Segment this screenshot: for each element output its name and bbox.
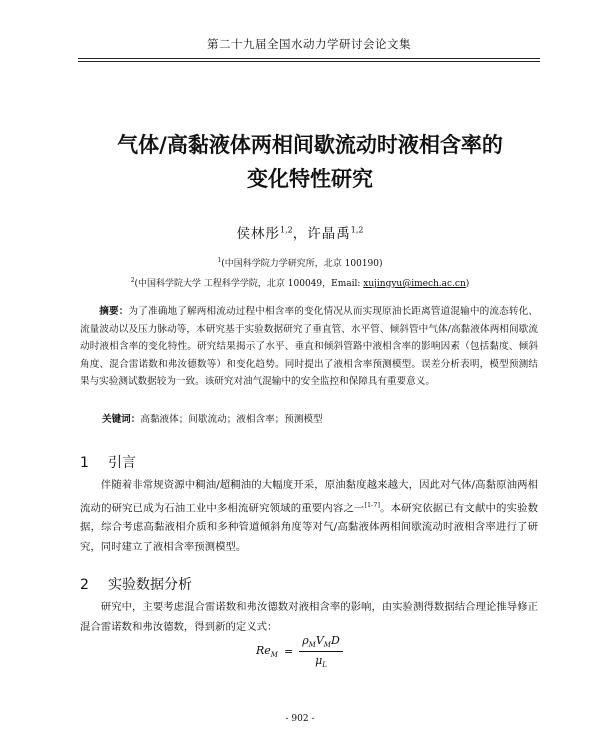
affiliation-1 [0, 256, 600, 269]
running-header: 第二十九届全国水动力学研讨会论文集 [207, 37, 411, 51]
section-1-text: 伴随着非常规资源中稠油/超稠油的大幅度开采，原油黏度越来越大，因此对气体/高黏原油两相流动的研究已成为石油工业中多相流研究领域的重要内容之一 [80, 479, 538, 514]
equation-equals: = [283, 645, 294, 659]
section-1-heading [80, 452, 136, 472]
author-list [0, 222, 600, 242]
affiliation-2-text: (中国科学院大学 工程科学学院，北京 100049，Email: [134, 279, 364, 289]
affiliation-2-mark: 2 [130, 277, 135, 284]
affiliation-2-tail: ) [465, 279, 470, 289]
abstract-text: 为了准确地了解两相流动过程中相含率的变化情况从而实现原油长距离管道混输中的流态转化、流量波动以及压力脉动等，本研究基于实验数据研究了垂直管、水平管、倾斜管中气体/高黏液体两相间歇流动时液相含率的变化特性。研究结果揭示了水平、垂直和倾斜管路中液相含率的影响因素（包括黏度、倾斜角度、混合雷诺数和弗汝德数等）和变化趋势。同时提出了液相含率预测模型。误差分析表明，模型预测结果与实验测试数据较为一致。该研究对油气混输中的安全监控和保障具有重要意义。 [80, 306, 538, 387]
keywords [102, 411, 538, 428]
section-2-heading [80, 574, 192, 594]
author-1: 侯林彤 [236, 226, 281, 242]
author-email-link[interactable]: xujingyu@imech.ac.cn [363, 279, 466, 289]
header-rule [78, 58, 540, 62]
section-1-title: 引言 [108, 455, 136, 471]
affiliation-1-text: (中国科学院力学研究所，北京 100190) [221, 259, 383, 269]
title-line-2: 变化特性研究 [247, 167, 373, 191]
abstract-label: 摘要： [99, 306, 129, 317]
equation-denominator: $\mu_L$ [315, 654, 327, 670]
section-1-paragraph [80, 476, 538, 557]
equation-lhs: $Re_M$ [256, 644, 278, 660]
author-2: 许晶禹 [307, 226, 351, 242]
equation-fraction [299, 634, 343, 669]
page-number: - 902 - [285, 714, 315, 724]
author-separator: ， [292, 226, 308, 242]
affiliation-1-mark: 1 [217, 257, 222, 264]
section-1-number: 1 [80, 455, 89, 471]
abstract [80, 303, 538, 391]
section-1-text-cont: 。本研究依据已有文献中的实验数据，综合考虑高黏液相介质和多种管道倾斜角度等对气/高黏液体两相间歇流动时液相含率进行了研究，同时建立了液相含率预测模型。 [80, 501, 539, 553]
affiliation-2 [0, 276, 600, 289]
paper-title [60, 128, 560, 196]
citation-ref[interactable]: [1-7] [364, 500, 380, 509]
author-1-affil: 1,2 [280, 225, 293, 235]
keywords-text: 高黏液体；间歇流动；液相含率；预测模型 [140, 414, 323, 425]
section-2-number: 2 [80, 577, 89, 593]
equation-numerator: $\rho_MV_MD$ [299, 634, 343, 652]
keywords-label: 关键词： [102, 414, 141, 425]
reynolds-equation [256, 634, 343, 669]
author-2-affil: 1,2 [350, 225, 364, 235]
section-2-paragraph: 研究中，主要考虑混合雷诺数和弗汝德数对液相含率的影响，由实验测得数据结合理论推导修正混合雷诺数和弗汝德数，得到新的定义式： [80, 601, 538, 633]
section-2-title: 实验数据分析 [108, 577, 192, 593]
title-line-1: 气体/高黏液体两相间歇流动时液相含率的 [117, 133, 503, 157]
